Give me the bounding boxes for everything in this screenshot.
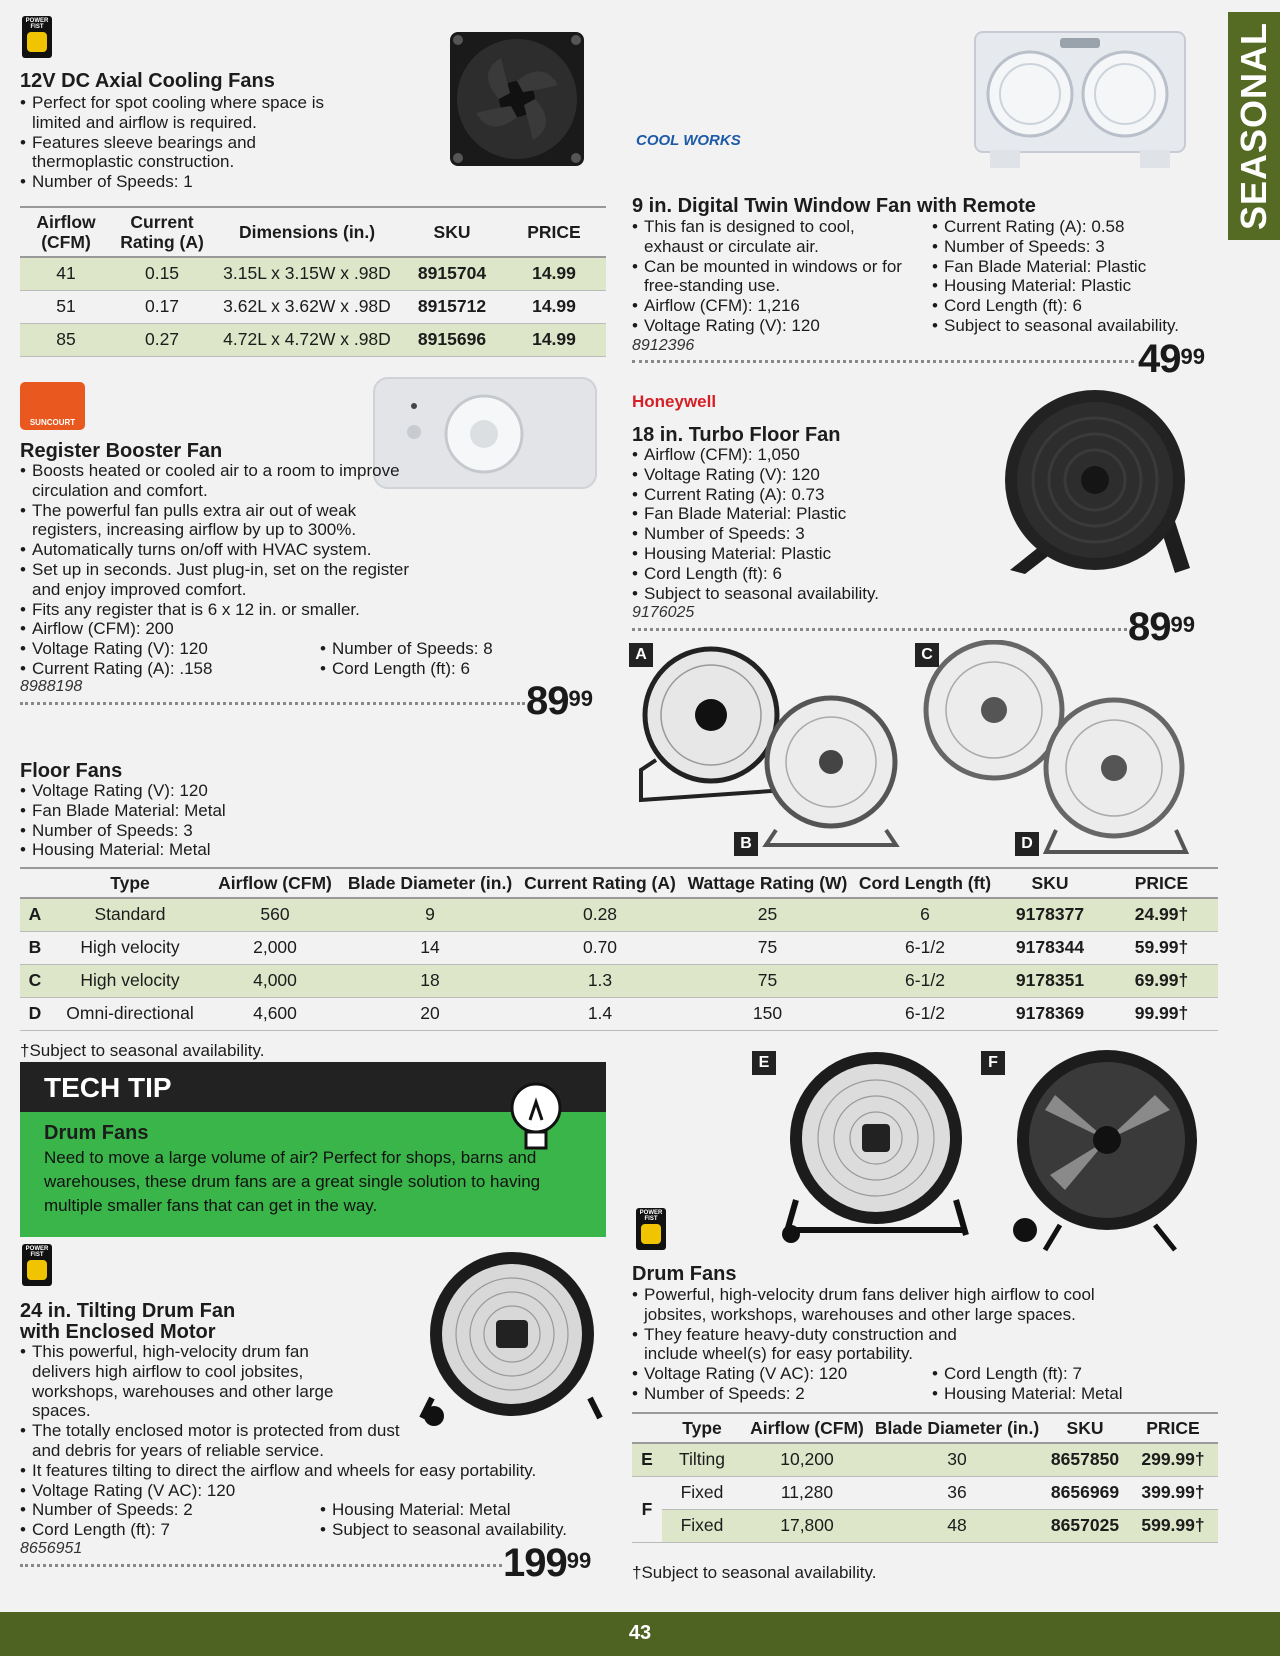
table-row: [20, 931, 1218, 964]
cell: 0.27: [112, 323, 212, 356]
cell: 14.99: [502, 257, 606, 290]
drum-fans-table: [632, 1412, 1218, 1543]
twin-bullet: • Number of Speeds: 3: [932, 237, 1232, 257]
cell: 14.99: [502, 290, 606, 323]
twin-bullet: • Voltage Rating (V): 120: [632, 316, 917, 336]
drum-bullet: • Number of Speeds: 2: [632, 1384, 922, 1404]
tilting-bullets-right: [320, 1500, 610, 1540]
cell: 0.17: [112, 290, 212, 323]
drum-bullets-right: [932, 1364, 1222, 1404]
drum-header: PRICE: [1128, 1413, 1218, 1443]
axial-title: 12V DC Axial Cooling Fans: [20, 70, 275, 92]
cell: 6-1/2: [855, 997, 995, 1030]
suncourt-logo: [20, 382, 85, 430]
power-fist-logo: [22, 1244, 52, 1286]
floor-bullets: [20, 781, 350, 860]
cell: 14: [340, 931, 520, 964]
register-bullet: • Boosts heated or cooled air to a room to improve circulation and comfort.: [20, 461, 420, 501]
twin-bullet: • Housing Material: Plastic: [932, 276, 1232, 296]
cell: 8915696: [402, 323, 502, 356]
tilting-bullet: • Number of Speeds: 2: [20, 1500, 310, 1520]
badge-a: A: [629, 643, 653, 667]
drum-header: Airflow (CFM): [742, 1413, 872, 1443]
cell: 11,280: [742, 1476, 872, 1509]
cell: 18: [340, 964, 520, 997]
twin-price-leader: [632, 360, 1134, 363]
tilting-bullet: • Housing Material: Metal: [320, 1500, 610, 1520]
drum-bullet: • Powerful, high-velocity drum fans deliver high airflow to cool jobsites, workshops, warehouses and other large spaces.: [632, 1285, 1152, 1325]
tilting-bullet: • This powerful, high-velocity drum fan delivers high airflow to cool jobsites, workshops, warehouses and other large spaces.: [20, 1342, 350, 1421]
cell: 0.15: [112, 257, 212, 290]
floor-title: Floor Fans: [20, 760, 123, 782]
suncourt-logo-text: SUNCOURT: [29, 418, 76, 427]
price-main: 199: [503, 1541, 567, 1585]
twin-bullet: • Cord Length (ft): 6: [932, 296, 1232, 316]
floor-bullet: • Number of Speeds: 3: [20, 821, 350, 841]
drum-bullet: • They feature heavy-duty construction and include wheel(s) for easy portability.: [632, 1325, 1012, 1365]
axial-fan-image: [448, 30, 586, 168]
turbo-bullet: • Number of Speeds: 3: [632, 524, 962, 544]
drum-bullets-left: [632, 1364, 922, 1404]
axial-header: PRICE: [502, 207, 606, 257]
cell: B: [20, 931, 50, 964]
tilting-bullets-left: [20, 1500, 310, 1540]
tilting-bullet: • Voltage Rating (V AC): 120: [20, 1481, 610, 1501]
cell: 6: [855, 898, 995, 931]
turbo-bullet: • Housing Material: Plastic: [632, 544, 962, 564]
cell: 4.72L x 4.72W x .98D: [212, 323, 402, 356]
cell: High velocity: [50, 964, 210, 997]
cell: 3.15L x 3.15W x .98D: [212, 257, 402, 290]
turbo-title: 18 in. Turbo Floor Fan: [632, 424, 841, 446]
floor-header: Cord Length (ft): [855, 868, 995, 898]
drum-header: Blade Diameter (in.): [872, 1413, 1042, 1443]
register-bullet: • Voltage Rating (V): 120: [20, 639, 310, 659]
page-footer: [0, 1612, 1280, 1656]
turbo-price-leader: [632, 628, 1127, 631]
cell: 99.99†: [1105, 997, 1218, 1030]
turbo-bullet: • Fan Blade Material: Plastic: [632, 504, 962, 524]
cell: 9178351: [995, 964, 1105, 997]
floor-header: Type: [50, 868, 210, 898]
axial-bullet: • Perfect for spot cooling where space is limited and airflow is required.: [20, 93, 350, 133]
cell: A: [20, 898, 50, 931]
register-price-leader: [20, 702, 525, 705]
window-fan-image: [970, 22, 1190, 172]
register-bullet: • Airflow (CFM): 200: [20, 619, 420, 639]
cell: 20: [340, 997, 520, 1030]
cell: 0.28: [520, 898, 680, 931]
price-main: 49: [1138, 337, 1181, 381]
axial-header: SKU: [402, 207, 502, 257]
register-bullet: • Cord Length (ft): 6: [320, 659, 570, 679]
drum-bullet: • Voltage Rating (V AC): 120: [632, 1364, 922, 1384]
table-row: [632, 1443, 1218, 1476]
cell: 399.99†: [1128, 1476, 1218, 1509]
table-row: [20, 290, 606, 323]
cell: 10,200: [742, 1443, 872, 1476]
axial-spec-table: [20, 206, 606, 357]
table-row: [20, 257, 606, 290]
drum-fan-f-image: [1005, 1050, 1210, 1255]
cool-works-logo: COOL WORKS: [636, 132, 741, 149]
tilting-bullet: • Cord Length (ft): 7: [20, 1520, 310, 1540]
cell: 9: [340, 898, 520, 931]
tech-tip-heading: TECH TIP: [44, 1072, 172, 1103]
tilting-bullet: • The totally enclosed motor is protected from dust and debris for years of reliable service.: [20, 1421, 420, 1461]
cell: 75: [680, 931, 855, 964]
axial-header: Airflow (CFM): [20, 207, 112, 257]
floor-fans-table: [20, 867, 1218, 1031]
badge-c: C: [915, 643, 939, 667]
tilting-sku: 8656951: [20, 1540, 83, 1557]
drum-header: SKU: [1042, 1413, 1128, 1443]
axial-header: Dimensions (in.): [212, 207, 402, 257]
cell: 9178344: [995, 931, 1105, 964]
register-bullet: • Set up in seconds. Just plug-in, set on the register and enjoy improved comfort.: [20, 560, 420, 600]
cell: 9178369: [995, 997, 1105, 1030]
cell: 3.62L x 3.62W x .98D: [212, 290, 402, 323]
turbo-fan-image: [995, 388, 1207, 580]
cell: E: [632, 1443, 662, 1476]
cell: 59.99†: [1105, 931, 1218, 964]
drum-note: †Subject to seasonal availability.: [632, 1563, 877, 1582]
drum-header: Type: [662, 1413, 742, 1443]
twin-title: 9 in. Digital Twin Window Fan with Remote: [632, 195, 1036, 217]
cell: 1.4: [520, 997, 680, 1030]
floor-header: [20, 868, 50, 898]
floor-bullet: • Voltage Rating (V): 120: [20, 781, 350, 801]
cell: 150: [680, 997, 855, 1030]
cell: 4,600: [210, 997, 340, 1030]
section-tab-label: SEASONAL: [1233, 21, 1274, 231]
axial-bullet: • Features sleeve bearings and thermoplastic construction.: [20, 133, 350, 173]
register-bullet: • The powerful fan pulls extra air out of weak registers, increasing airflow by up to 300%.: [20, 501, 420, 541]
cell: 8915712: [402, 290, 502, 323]
price-cents: 99: [568, 686, 593, 711]
cell: 48: [872, 1509, 1042, 1542]
turbo-sku: 9176025: [632, 604, 695, 621]
turbo-bullet: • Current Rating (A): 0.73: [632, 485, 962, 505]
cell: High velocity: [50, 931, 210, 964]
drum-fan-e-image: [776, 1050, 976, 1250]
twin-bullets-left: [632, 217, 917, 336]
tilting-bullets: [20, 1342, 610, 1500]
price-cents: 99: [1170, 612, 1195, 637]
cell: F: [632, 1476, 662, 1542]
cell: 36: [872, 1476, 1042, 1509]
power-fist-logo: [22, 16, 52, 58]
cell: 69.99†: [1105, 964, 1218, 997]
register-bullet: • Fits any register that is 6 x 12 in. or smaller.: [20, 600, 420, 620]
cell: 8915704: [402, 257, 502, 290]
cell: D: [20, 997, 50, 1030]
tech-tip-title: Drum Fans: [44, 1122, 149, 1144]
cell: 560: [210, 898, 340, 931]
drum-bullet: • Housing Material: Metal: [932, 1384, 1222, 1404]
table-row: [20, 997, 1218, 1030]
tilting-bullet: • It features tilting to direct the airflow and wheels for easy portability.: [20, 1461, 610, 1481]
register-bullet: • Automatically turns on/off with HVAC system.: [20, 540, 420, 560]
price-cents: 99: [566, 1548, 592, 1573]
twin-bullets-right: [932, 217, 1232, 336]
cell: 24.99†: [1105, 898, 1218, 931]
turbo-bullet: • Voltage Rating (V): 120: [632, 465, 962, 485]
cell: 9178377: [995, 898, 1105, 931]
cell: 6-1/2: [855, 964, 995, 997]
floor-header: Current Rating (A): [520, 868, 680, 898]
table-row: [632, 1509, 1218, 1542]
tilting-price: [503, 1543, 591, 1583]
register-price: [526, 681, 593, 721]
tilting-title-line2: with Enclosed Motor: [20, 1321, 216, 1343]
axial-bullets: [20, 93, 350, 192]
twin-bullet: • This fan is designed to cool, exhaust or circulate air.: [632, 217, 917, 257]
cell: 599.99†: [1128, 1509, 1218, 1542]
floor-header: Wattage Rating (W): [680, 868, 855, 898]
cell: Standard: [50, 898, 210, 931]
floor-bullet: • Housing Material: Metal: [20, 840, 350, 860]
drum-title: Drum Fans: [632, 1263, 737, 1285]
axial-bullet: • Number of Speeds: 1: [20, 172, 350, 192]
price-main: 89: [526, 679, 569, 723]
axial-header: Current Rating (A): [112, 207, 212, 257]
register-bullets: [20, 461, 420, 639]
badge-b: B: [734, 832, 758, 856]
floor-fans-image: [636, 640, 1216, 860]
cell: 25: [680, 898, 855, 931]
cell: 75: [680, 964, 855, 997]
floor-bullet: • Fan Blade Material: Metal: [20, 801, 350, 821]
drum-bullet: • Cord Length (ft): 7: [932, 1364, 1222, 1384]
tilting-bullet: • Subject to seasonal availability.: [320, 1520, 610, 1540]
page-number: 43: [628, 1622, 652, 1644]
register-bullets-right: [320, 639, 570, 679]
tilting-price-leader: [20, 1564, 502, 1567]
table-row: [20, 964, 1218, 997]
cell: 4,000: [210, 964, 340, 997]
twin-bullet: • Airflow (CFM): 1,216: [632, 296, 917, 316]
power-fist-logo: [636, 1208, 666, 1250]
cell: 14.99: [502, 323, 606, 356]
honeywell-logo: Honeywell: [632, 392, 717, 411]
turbo-bullet: • Cord Length (ft): 6: [632, 564, 962, 584]
cell: 41: [20, 257, 112, 290]
cell: 8656969: [1042, 1476, 1128, 1509]
cell: 0.70: [520, 931, 680, 964]
turbo-bullet: • Airflow (CFM): 1,050: [632, 445, 962, 465]
floor-header: SKU: [995, 868, 1105, 898]
table-row: [20, 323, 606, 356]
table-row: [20, 898, 1218, 931]
register-sku: 8988198: [20, 678, 83, 695]
twin-price: [1138, 339, 1205, 379]
turbo-bullets: [632, 445, 962, 603]
floor-note: †Subject to seasonal availability.: [20, 1041, 265, 1060]
cell: 8657850: [1042, 1443, 1128, 1476]
cell: Tilting: [662, 1443, 742, 1476]
register-bullet: • Current Rating (A): .158: [20, 659, 310, 679]
tilting-title-line1: 24 in. Tilting Drum Fan: [20, 1300, 236, 1322]
cell: Fixed: [662, 1509, 742, 1542]
tech-tip-body: Need to move a large volume of air? Perfect for shops, barns and warehouses, these drum fans are a great single solution to having multiple smaller fans that can get in the way.: [44, 1148, 541, 1215]
badge-e: E: [752, 1051, 776, 1075]
cell: 51: [20, 290, 112, 323]
cell: Omni-directional: [50, 997, 210, 1030]
cell: C: [20, 964, 50, 997]
twin-bullet: • Subject to seasonal availability.: [932, 316, 1232, 336]
cell: 2,000: [210, 931, 340, 964]
twin-bullet: • Fan Blade Material: Plastic: [932, 257, 1232, 277]
floor-header: Airflow (CFM): [210, 868, 340, 898]
floor-header: PRICE: [1105, 868, 1218, 898]
price-main: 89: [1128, 605, 1171, 649]
drum-bullets: [632, 1285, 1152, 1364]
cell: 6-1/2: [855, 931, 995, 964]
tech-tip-box: [20, 1062, 606, 1237]
cell: Fixed: [662, 1476, 742, 1509]
register-title: Register Booster Fan: [20, 440, 223, 462]
table-row: [632, 1476, 1218, 1509]
cell: 8657025: [1042, 1509, 1128, 1542]
cell: 30: [872, 1443, 1042, 1476]
register-bullets-left: [20, 639, 310, 679]
drum-header: [632, 1413, 662, 1443]
twin-bullet: • Can be mounted in windows or for free-standing use.: [632, 257, 917, 297]
cell: 17,800: [742, 1509, 872, 1542]
turbo-bullet: • Subject to seasonal availability.: [632, 584, 962, 604]
twin-bullet: • Current Rating (A): 0.58: [932, 217, 1232, 237]
twin-sku: 8912396: [632, 337, 695, 354]
cell: 299.99†: [1128, 1443, 1218, 1476]
cell: 1.3: [520, 964, 680, 997]
price-cents: 99: [1180, 344, 1205, 369]
lightbulb-icon: [506, 1080, 566, 1156]
section-tab[interactable]: [1228, 12, 1280, 240]
register-bullet: • Number of Speeds: 8: [320, 639, 570, 659]
cell: 85: [20, 323, 112, 356]
badge-d: D: [1015, 832, 1039, 856]
floor-header: Blade Diameter (in.): [340, 868, 520, 898]
badge-f: F: [981, 1051, 1005, 1075]
